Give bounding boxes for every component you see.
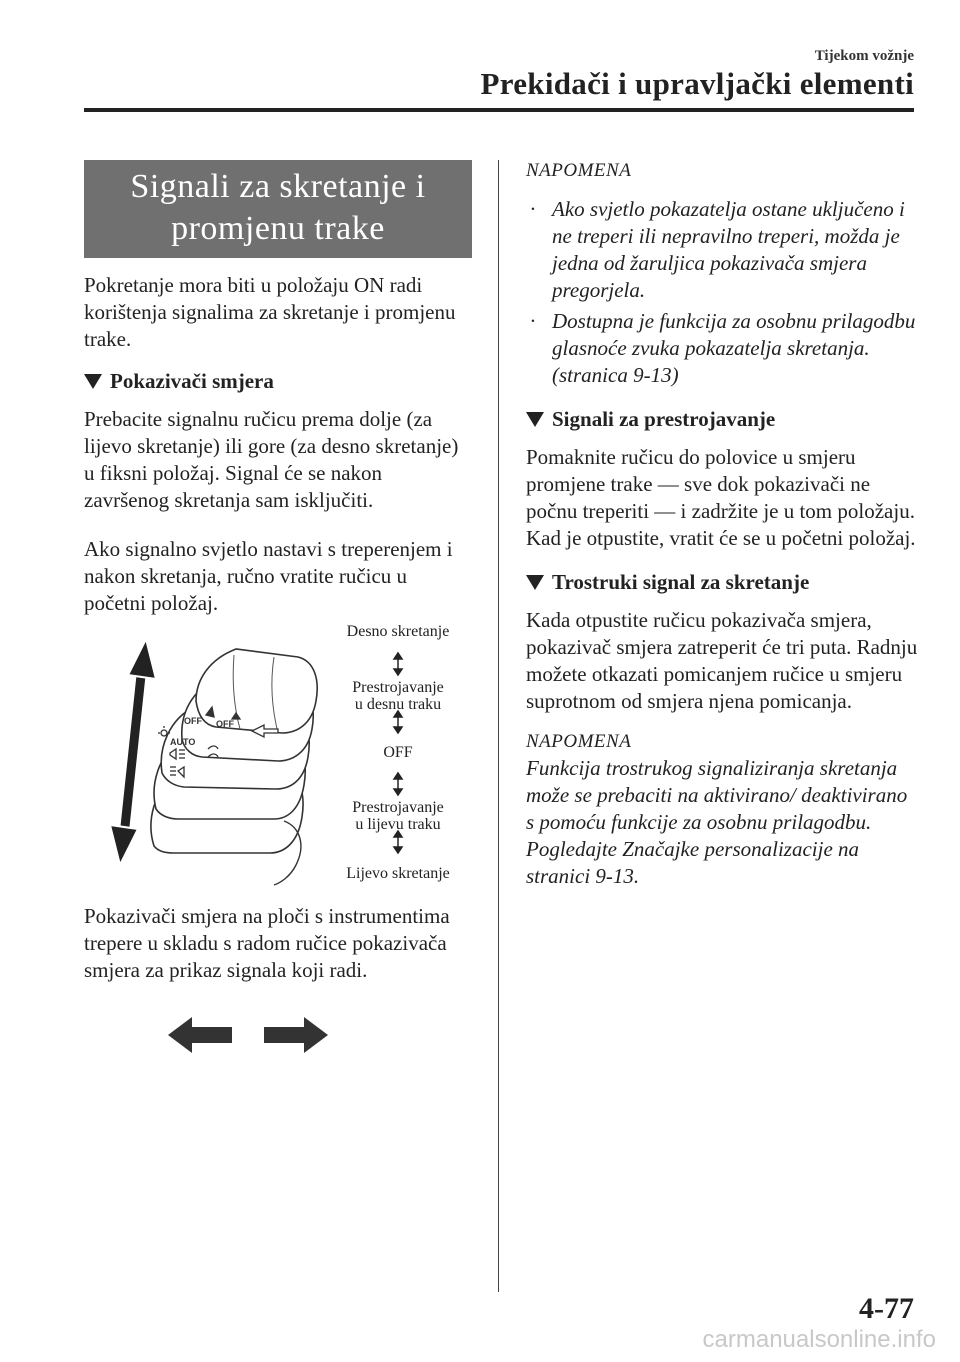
header-chapter: Prekidači i upravljački elementi <box>480 66 914 101</box>
note2-text: Funkcija trostrukog signaliziranja skretanja može se prebaciti na aktivirano/ deaktivirano s pomoću funkcije za osobnu prilagodbu. Pogledajte Značajke personalizacije na stranici 9-13. <box>526 756 908 888</box>
header-rule <box>84 108 914 112</box>
section-title-line2: promjenu trake <box>171 210 385 247</box>
double-arrow-icon <box>394 711 402 733</box>
note1-bullet-2: · Dostupna je funkcija za osobnu prilagodbu glasnoće zvuka pokazatelja skretanja. (stranica 9-13) <box>526 308 918 389</box>
intro-paragraph: Pokretanje mora biti u položaju ON radi korištenja signalima za skretanje i promjenu trake. <box>84 273 456 351</box>
triangle-bullet-icon <box>526 575 544 590</box>
manual-return-paragraph: Ako signalno svjetlo nastavi s treperenjem i nakon skretanja, ručno vratite ručicu u početni položaj. <box>84 537 453 615</box>
triple-signal-paragraph: Kada otpustite ručicu pokazivača smjera, pokazivač smjera zatreperit će tri puta. Radnju možete otkazati pomicanjem ručice u smjeru suprotnom od smjera njena pomicanja. <box>526 608 918 713</box>
subheading-turn-signals-label: Pokazivači smjera <box>110 369 274 393</box>
left-arrow-icon <box>168 1017 232 1053</box>
switch-off-label-2: OFF <box>216 719 234 729</box>
header-section: Tijekom vožnje <box>814 48 914 64</box>
subheading-lane-change <box>526 407 918 432</box>
instrument-panel-paragraph: Pokazivači smjera na ploči s instrumentima trepere u skladu s radom ručice pokazivača smjera za prikaz signala koji radi. <box>84 904 450 982</box>
label-left-turn: Lijevo skretanje <box>346 865 450 882</box>
note1-heading: NAPOMENA <box>526 160 632 181</box>
note1-bullet-1-text: Ako svjetlo pokazatelja ostane uključeno i ne treperi ili nepravilno treperi, možda je jedna od žaruljica pokazivača smjera pregorjela. <box>552 197 905 302</box>
turn-signal-lever-figure <box>84 621 472 891</box>
subheading-lane-change-label: Signali za prestrojavanje <box>552 407 776 431</box>
note1-bullet-2-text: Dostupna je funkcija za osobnu prilagodbu glasnoće zvuka pokazatelja skretanja. (stranica 9-13) <box>552 309 916 387</box>
subheading-triple-signal <box>526 570 918 595</box>
watermark: carmanualsonline.info <box>702 1326 936 1353</box>
lane-change-paragraph: Pomaknite ručicu do polovice u smjeru promjene trake — sve dok pokazivači ne počnu treperiti — i zadržite je u tom položaju. Kad je otpustite, vratit će se u početni položaj. <box>526 445 916 550</box>
triangle-bullet-icon <box>84 374 102 389</box>
section-title-box <box>84 160 472 258</box>
label-lane-left-2: u lijevu traku <box>355 816 441 833</box>
right-arrow-icon <box>264 1017 328 1053</box>
subheading-turn-signals <box>84 369 472 394</box>
column-divider <box>498 160 499 1292</box>
label-off: OFF <box>383 744 413 761</box>
double-arrow-icon <box>394 653 402 675</box>
right-column <box>526 160 918 890</box>
section-title-line1: Signali za skretanje i <box>130 168 426 205</box>
up-down-double-arrow-icon <box>110 639 156 865</box>
subheading-triple-signal-label: Trostruki signal za skretanje <box>552 570 810 594</box>
label-lane-right-2: u desnu traku <box>354 696 442 713</box>
turn-signal-paragraph: Prebacite signalnu ručicu prema dolje (za lijevo skretanje) ili gore (za desno skretanje) u fiksni položaj. Signal će se nakon završenog skretanja sam isključiti. <box>84 407 459 512</box>
page-number: 4-77 <box>859 1292 914 1325</box>
label-right-turn: Desno skretanje <box>346 623 450 640</box>
turn-indicator-arrows <box>162 1015 332 1060</box>
triangle-bullet-icon <box>526 412 544 427</box>
note2-heading: NAPOMENA <box>526 731 632 752</box>
label-lane-left-1: Prestrojavanje <box>352 799 444 816</box>
switch-off-label-1: OFF <box>184 716 202 726</box>
double-arrow-icon <box>394 831 402 853</box>
left-column <box>84 160 472 984</box>
switch-auto-label: AUTO <box>170 737 196 747</box>
label-lane-right-1: Prestrojavanje <box>352 679 444 696</box>
note1-bullet-1: · Ako svjetlo pokazatelja ostane uključeno i ne treperi ili nepravilno treperi, možda je jedna od žaruljica pokazivača smjera pregorjela. <box>526 196 918 304</box>
double-arrow-icon <box>394 773 402 795</box>
